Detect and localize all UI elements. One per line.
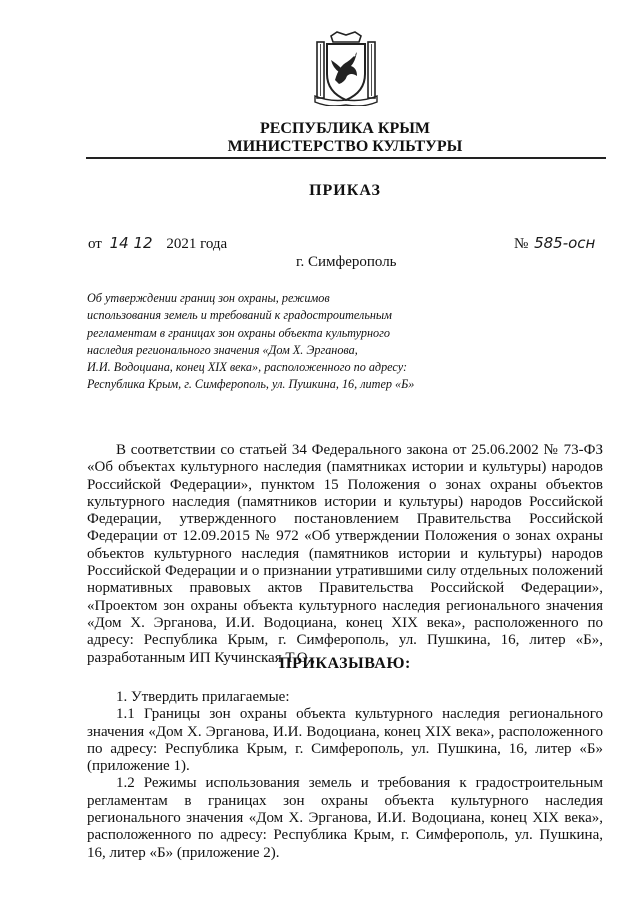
body-line: разработанным ИП Кучинская Т.О., bbox=[87, 649, 316, 666]
body-line: Российской Федерации и о признании утратившими силу отдельных положений bbox=[87, 563, 603, 580]
subject-line: наследия регионального значения «Дом Х. Эрганова, bbox=[87, 342, 358, 357]
body-line: объектов культурного наследия (памятников истории и культуры) народов bbox=[87, 545, 603, 562]
document-type: ПРИКАЗ bbox=[309, 182, 381, 199]
item-1-2-line: 1.2 Режимы использования земель и требования к градостроительным bbox=[116, 775, 603, 792]
body-line: адресу: Республика Крым, г. Симферополь, ул. Пушкина, 16, литер «Б», bbox=[87, 632, 603, 649]
item-1-1-line: по адресу: Республика Крым, г. Симферополь, ул. Пушкина, 16, литер «Б» bbox=[87, 740, 603, 757]
body-line: «Проектом зон охраны объекта культурного наследия регионального значения bbox=[87, 597, 603, 614]
order-items bbox=[87, 689, 603, 862]
item-1-2-line: регламентам в границах зон охраны объекта культурного наследия bbox=[87, 792, 603, 809]
body-line: «Дом Х. Эрганова, И.И. Водоциана, конец XIX века», расположенного по bbox=[87, 614, 603, 631]
subject-block bbox=[87, 290, 414, 394]
body-line: Российской Федерации», пунктом 15 Положения о зонах охраны объектов bbox=[87, 476, 603, 493]
item-1-2-line: регионального значения «Дом Х. Эрганова, И.И. Водоциана, конец XIX века», bbox=[87, 810, 603, 827]
item-1-2-line: 16, литер «Б» (приложение 2). bbox=[87, 844, 280, 861]
subject-line: И.И. Водоциана, конец XIX века», расположенного по адресу: bbox=[87, 360, 408, 375]
item-1-2-line: расположенного по адресу: Республика Крым, г. Симферополь, ул. Пушкина, bbox=[87, 827, 603, 844]
item-1-1-line: 1.1 Границы зон охраны объекта культурного наследия регионального bbox=[116, 706, 603, 723]
crimea-coat-of-arms-icon bbox=[309, 30, 383, 106]
date-prefix: от bbox=[88, 236, 102, 252]
item-1: 1. Утвердить прилагаемые: bbox=[116, 689, 290, 705]
item-1-1-line: (приложение 1). bbox=[87, 758, 190, 775]
date-handwritten: 14 12 bbox=[109, 234, 153, 252]
order-number bbox=[514, 234, 595, 253]
date-year: 2021 года bbox=[166, 236, 228, 252]
subject-line: Республика Крым, г. Симферополь, ул. Пушкина, 16, литер «Б» bbox=[87, 377, 415, 392]
body-line: Федерации, утвержденного постановлением Правительства Российской bbox=[87, 511, 603, 528]
body-line: культурного наследия (памятников истории и культуры) народов Российской bbox=[87, 493, 603, 510]
number-handwritten: 585-осн bbox=[534, 234, 596, 252]
header-divider bbox=[86, 157, 606, 159]
subject-line: использования земель и требований к градостроительным bbox=[87, 308, 392, 323]
preamble-paragraph bbox=[87, 442, 603, 667]
date-line bbox=[88, 234, 227, 253]
decree-word: ПРИКАЗЫВАЮ: bbox=[279, 655, 411, 672]
subject-line: регламентам в границах зон охраны объекта культурного bbox=[87, 325, 390, 340]
city: г. Симферополь bbox=[296, 254, 397, 270]
body-line: В соответствии со статьей 34 Федерального закона от 25.06.2002 № 73-ФЗ bbox=[116, 442, 603, 458]
number-prefix: № bbox=[514, 236, 529, 252]
header-ministry: МИНИСТЕРСТВО КУЛЬТУРЫ bbox=[227, 138, 463, 155]
item-1-1-line: значения «Дом Х. Эрганова, И.И. Водоциана, конец XIX века», расположенного bbox=[87, 723, 603, 740]
body-line: нормативных правовых актов Правительства Российской Федерации», bbox=[87, 580, 603, 597]
body-line: «Об объектах культурного наследия (памятниках истории и культуры) народов bbox=[87, 459, 603, 476]
subject-line: Об утверждении границ зон охраны, режимов bbox=[87, 291, 330, 305]
body-line: Федерации от 12.09.2015 № 972 «Об утверждении Положения о зонах охраны bbox=[87, 528, 603, 545]
header-republic: РЕСПУБЛИКА КРЫМ bbox=[259, 120, 431, 137]
